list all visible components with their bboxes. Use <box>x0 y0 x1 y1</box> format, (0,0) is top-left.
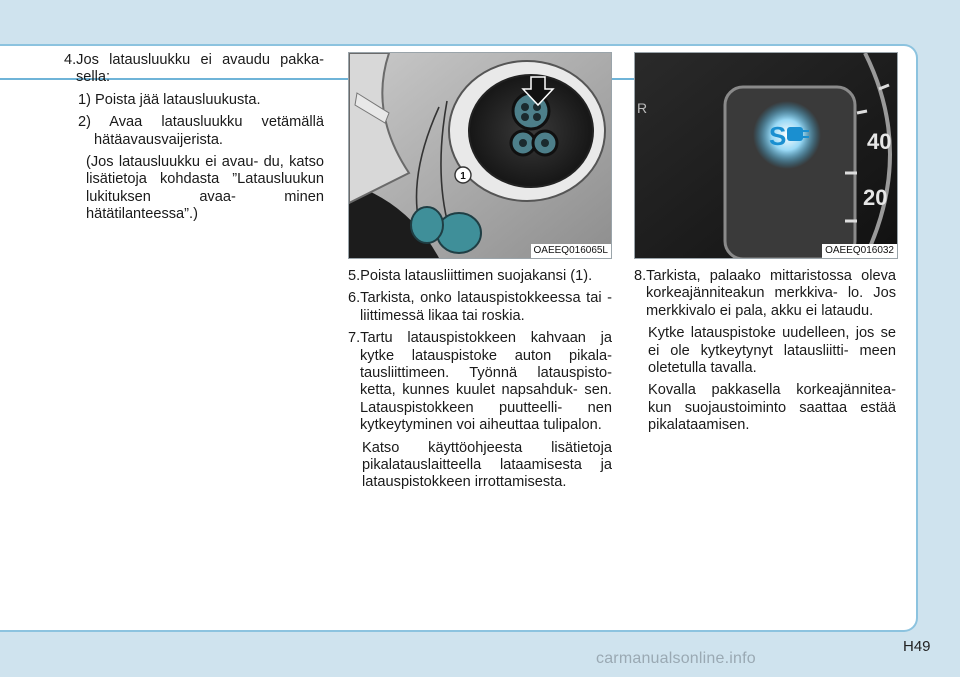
column-2 <box>348 268 612 497</box>
edge-letter: R <box>637 100 648 116</box>
substep-2: 2) Avaa latausluukku vetämällä hätäavausvaijerista. <box>78 114 324 148</box>
watermark: carmanualsonline.info <box>596 650 756 667</box>
step-8: 8.Tarkista, palaako mittaristossa oleva korkeajänniteakun merkkiva- lo. Jos merkkivalo ei pala, akku ei lataudu. <box>634 268 896 319</box>
column-3 <box>634 268 896 440</box>
charging-port-illustration <box>349 53 611 258</box>
figure-instrument-cluster <box>634 52 898 259</box>
column-1 <box>64 52 324 229</box>
gauge-label-20: 20 <box>863 185 888 210</box>
step-8-para-2: Kovalla pakkasella korkeajännitea- kun suojaustoiminto saattaa estää pikalataamisen. <box>648 382 896 434</box>
step-8-para-1: Kytke latauspistoke uudelleen, jos se ei ole kytkeytynyt latausliitti- meen oletetulla tavalla. <box>648 325 896 377</box>
callout-1: 1 <box>460 171 466 182</box>
step-7-note: Katso käyttöohjeesta lisätietoja pikalatauslaitteella lataamisesta ja latauspistokkeen irrottamisesta. <box>362 439 612 491</box>
instrument-cluster-illustration <box>635 53 897 258</box>
gauge-label-40: 40 <box>867 129 892 154</box>
step-5: 5.Poista latausliittimen suojakansi (1). <box>348 268 593 284</box>
svg-text:S: S <box>769 121 787 151</box>
figure-2-code: OAEEQ016032 <box>822 244 897 258</box>
page-number: H49 <box>903 638 931 655</box>
figure-1-code: OAEEQ016065L <box>531 244 612 258</box>
step-7: 7.Tartu latauspistokkeen kahvaan ja kytke latauspistoke auton pikala- tausliittimeen. Työnnä latauspisto- ketta, kunnes kuulet napsahduk- sen. Latauspistokkeen puutteelli- nen kytkeytyminen voi aiheuttaa tulipalon. <box>348 330 612 434</box>
step-6: 6.Tarkista, onko latauspistokkeessa tai -liittimessä likaa tai roskia. <box>348 290 612 324</box>
substep-1: 1) Poista jää latausluukusta. <box>78 91 261 108</box>
step-4-note: (Jos latausluukku ei avau- du, katso lisätietoja kohdasta ”Latausluukun lukituksen avaa- minen hätätilanteessa”.) <box>86 154 324 223</box>
figure-charging-port <box>348 52 612 259</box>
step-4: 4.Jos latausluukku ei avaudu pakka- sella: <box>64 52 324 86</box>
